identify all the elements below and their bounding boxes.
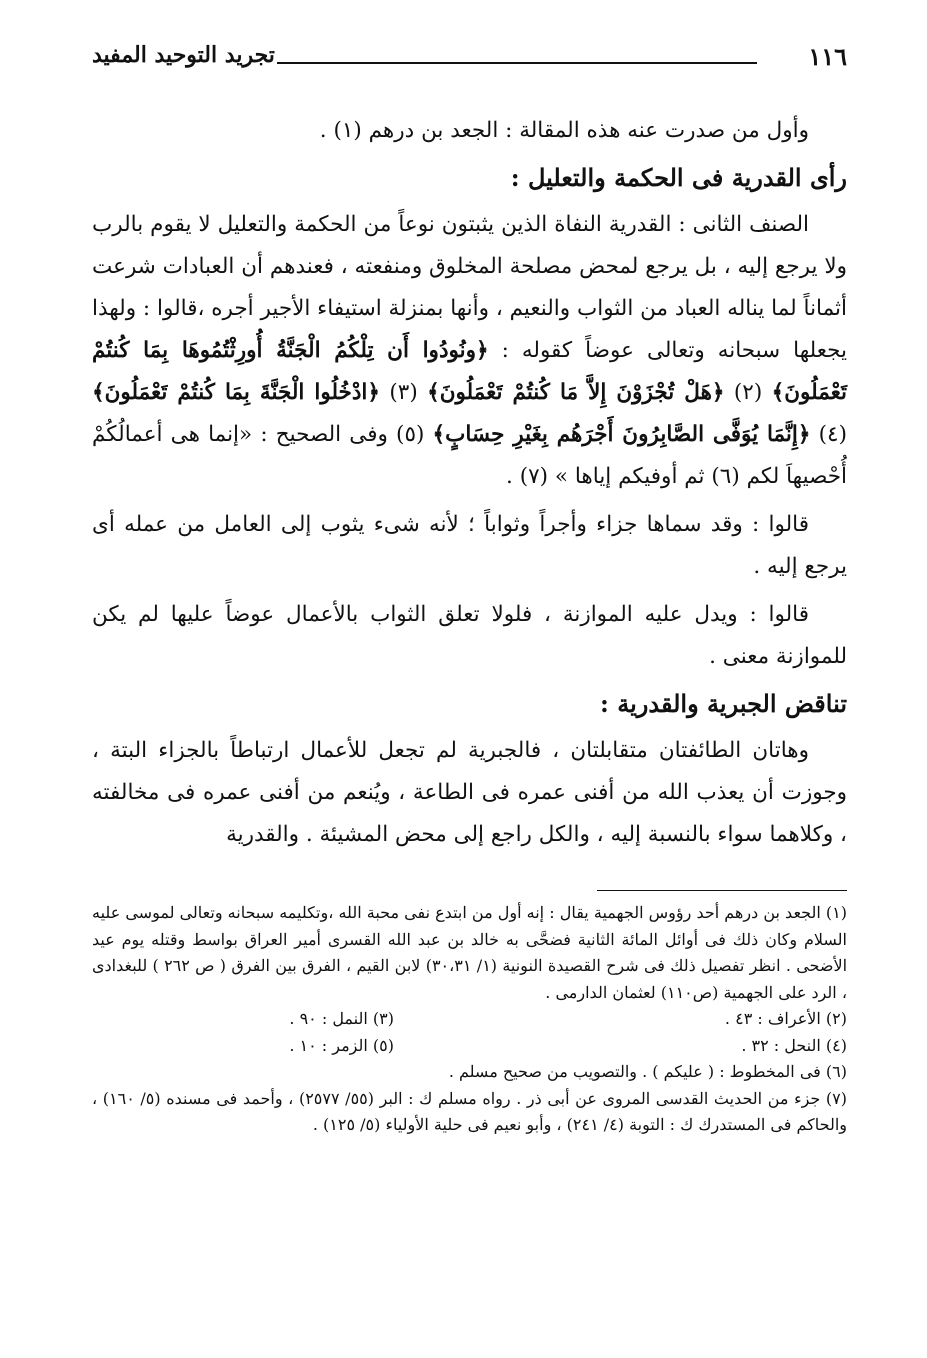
footnote-1: (١) الجعد بن درهم أحد رؤوس الجهمية يقال : إنه أول من ابتدع نفى محبة الله ،وتكليمه سبحانه وتعالى لموسى عليه السلام وكان ذلك فى أوائل المائة الثانية فضحَّى به خالد بن عبد الله القسرى أمير العراق بواسط وقتله يوم عيد الأضحى . انظر تفصيل ذلك فى شرح القصيدة النونية (١/ ٣٠،٣١) لابن القيم ، الفرق بين الفرق ( ص ٢٦٢ ) للبغدادى ، الرد على الجهمية (ص١١٠) لعثمان الدارمى . [92,903,848,1002]
footnotes-divider [597,890,847,891]
footnote-row [92,1033,847,1060]
footnote-3: (٣) النمل : ٩٠ . [289,1009,394,1028]
quran-verse: ﴿إِنَّمَا يُوَفَّى الصَّابِرُونَ أَجْرَهُم بِغَيْرِ حِسَابٍ﴾ [432,422,811,447]
header-rule [277,62,757,64]
footnote-2: (٢) الأعراف : ٤٣ . [724,1009,847,1028]
section-heading-contradiction: تناقض الجبرية والقدرية : [600,689,847,718]
footnote-ref: (٣) [380,380,428,405]
quran-verse: ﴿ونُودُوا أَن تِلْكُمُ الْجَنَّةُ أُورِثْتُمُوهَا بِمَا كُنتُمْ تَعْمَلُونَ﴾ [92,338,848,405]
page-number: ١١٦ [808,42,847,71]
footnote-ref: (٤) [810,422,847,447]
paragraph-second-type [92,204,847,498]
footnotes [92,900,847,1139]
paragraph-two-groups: وهاتان الطائفتان متقابلتان ، فالجبرية لم تجعل للأعمال ارتباطاً بالجزاء البتة ، وجوزت أن يعذب الله من أفنى عمره فى الطاعة ، ويُنعم من أفنى عمره فى مخالفته ، وكلاهما سواء بالنسبة إليه ، والكل راجع إلى محض المشيئة . والقدرية [92,738,847,847]
paragraph-text: الصنف الثانى : القدرية النفاة الذين يثبتون نوعاً من الحكمة والتعليل لا يقوم بالرب ولا يرجع إليه ، بل يرجع لمحض مصلحة المخلوق ومنفعته ، فعندهم أن العبادات شرعت أثماناً لما يناله العباد من الثواب والنعيم ، وأنها بمنزلة استيفاء الأجير أجره ،قالوا : ولهذا يجعلها سبحانه وتعالى عوضاً كقوله : [92,212,847,363]
page-header [92,40,847,80]
footnote-row [92,1006,847,1033]
quran-verse: ﴿هَلْ تُجْزَوْنَ إِلاَّ مَا كُنتُمْ تَعْمَلُونَ﴾ [427,380,725,405]
paragraph-balance: قالوا : ويدل عليه الموازنة ، فلولا تعلق الثواب بالأعمال عوضاً عليها لم يكن للموازنة معنى . [92,602,847,669]
section-heading-qadariyya: رأى القدرية فى الحكمة والتعليل : [510,163,847,192]
footnote-4: (٤) النحل : ٣٢ . [741,1035,847,1055]
footnote-6: (٦) فى المخطوط : ( عليكم ) . والتصويب من صحيح مسلم . [448,1062,847,1081]
paragraph-intro: وأول من صدرت عنه هذه المقالة : الجعد بن درهم (١) . [319,118,809,143]
paragraph-text: (٥) وفى الصحيح : «إنما هى أعمالُكُمْ أُحْصيهاَ لكم (٦) ثم أوفيكم إياها » (٧) . [92,422,847,489]
book-title: تجريد التوحيد المفيد [92,42,275,68]
footnote-7: (٧) جزء من الحديث القدسى المروى عن أبى ذر . رواه مسلم ك : البر (٥٥/ ٢٥٧٧) ، وأحمد فى مسنده (٥/ ١٦٠) ، والحاكم فى المستدرك ك : التوبة (٤/ ٢٤١) ، وأبو نعيم فى حلية الأولياء (٥/ ١٢٥) . [92,1088,848,1134]
main-text [92,110,847,862]
quran-verse: ﴿ادْخُلُوا الْجَنَّةَ بِمَا كُنتُمْ تَعْمَلُونَ﴾ [92,380,380,405]
paragraph-reward: قالوا : وقد سماها جزاء وأجراً وثواباً ؛ لأنه شىء يثوب إلى العامل من عمله أى يرجع إليه . [92,512,847,579]
footnote-ref: (٢) [724,380,772,405]
footnote-5: (٥) الزمر : ١٠ . [289,1035,394,1055]
